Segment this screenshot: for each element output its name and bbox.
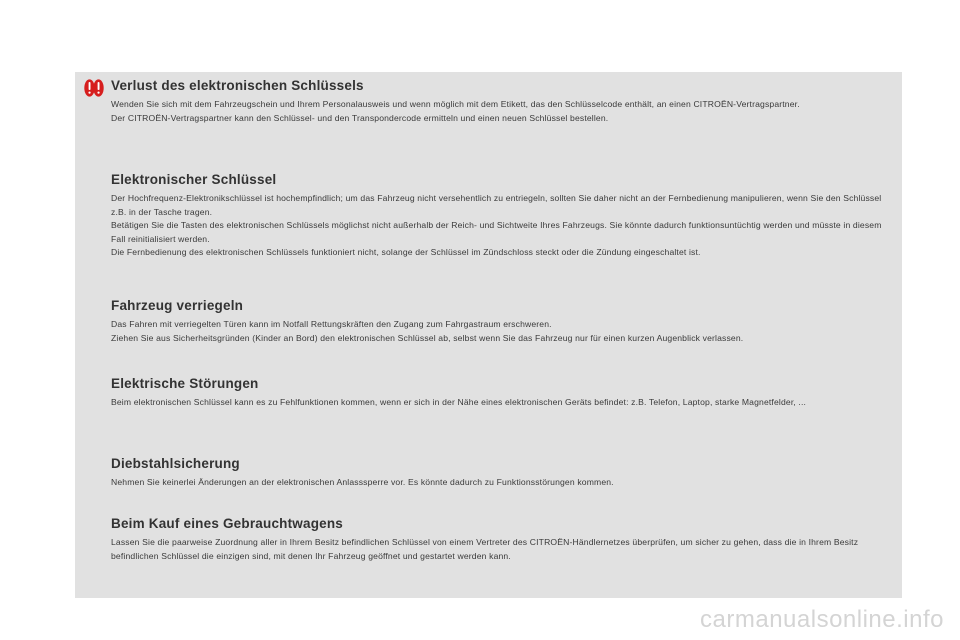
section-electronic-key: [111, 172, 896, 260]
section-paragraph: Der CITROËN-Vertragspartner kann den Schlüssel- und den Transpondercode ermitteln und einen neuen Schlüssel bestellen.: [111, 112, 609, 123]
section-title: Verlust des elektronischen Schlüssels: [111, 78, 364, 93]
warning-icon: [84, 79, 104, 97]
section-paragraph: Ziehen Sie aus Sicherheitsgründen (Kinder an Bord) den elektronischen Schlüssel ab, selbst wenn Sie das Fahrzeug nur für einen kurzen Augenblick verlassen.: [111, 332, 744, 343]
section-paragraph: Die Fernbedienung des elektronischen Schlüssels funktioniert nicht, solange der Schlüssel im Zündschloss steckt oder die Zündung eingeschaltet ist.: [111, 247, 701, 258]
section-paragraph: Nehmen Sie keinerlei Änderungen an der elektronischen Anlasssperre vor. Es könnte dadurch zu Funktionsstörungen kommen.: [111, 477, 614, 487]
section-paragraph: Lassen Sie die paarweise Zuordnung aller in Ihrem Besitz befindlichen Schlüssel von einem Vertreter des CITROËN-Händlernetzes überprüfen, um sicher zu gehen, dass die in Ihrem Besitz befindlichen Schlüssel die einzigen sind, mit denen Ihr Fahrzeug geöffnet und gestartet werden kann.: [111, 537, 859, 561]
section-paragraph: Beim elektronischen Schlüssel kann es zu Fehlfunktionen kommen, wenn er sich in der Nähe eines elektronischen Geräts befindet: z.B. Telefon, Laptop, starke Magnetfelder, ...: [111, 397, 807, 407]
section-anti-theft: [111, 456, 614, 490]
section-paragraph: Das Fahren mit verriegelten Türen kann im Notfall Rettungskräften den Zugang zum Fahrgastraum erschweren.: [111, 319, 552, 329]
section-paragraph: Der Hochfrequenz-Elektronikschlüssel ist hochempfindlich; um das Fahrzeug nicht versehentlich zu entriegeln, sollten Sie daher nicht an der Fernbedienung manipulieren, wenn Sie den Schlüssel z.B. in der Tasche tragen.: [111, 193, 882, 217]
section-electrical-interference: [111, 376, 806, 410]
section-title: Beim Kauf eines Gebrauchtwagens: [111, 516, 344, 531]
section-title: Fahrzeug verriegeln: [111, 298, 244, 313]
section-title: Elektronischer Schlüssel: [111, 172, 277, 187]
section-title: Elektrische Störungen: [111, 376, 259, 391]
section-used-car: [111, 516, 896, 563]
watermark: carmanualsonline.info: [700, 606, 944, 633]
section-paragraph: Wenden Sie sich mit dem Fahrzeugschein und Ihrem Personalausweis und wenn möglich mit dem Etikett, das den Schlüsselcode enthält, an einen CITROËN-Vertragspartner.: [111, 99, 800, 109]
section-key-loss: [111, 78, 800, 125]
section-lock-vehicle: [111, 298, 743, 345]
section-title: Diebstahlsicherung: [111, 456, 240, 471]
section-paragraph: Betätigen Sie die Tasten des elektronischen Schlüssels möglichst nicht außerhalb der Reich- und Sichtweite Ihres Fahrzeugs. Sie könnte dadurch funktionsuntüchtig werden und müsste in diesem Fall reinitialisiert werden.: [111, 220, 882, 244]
